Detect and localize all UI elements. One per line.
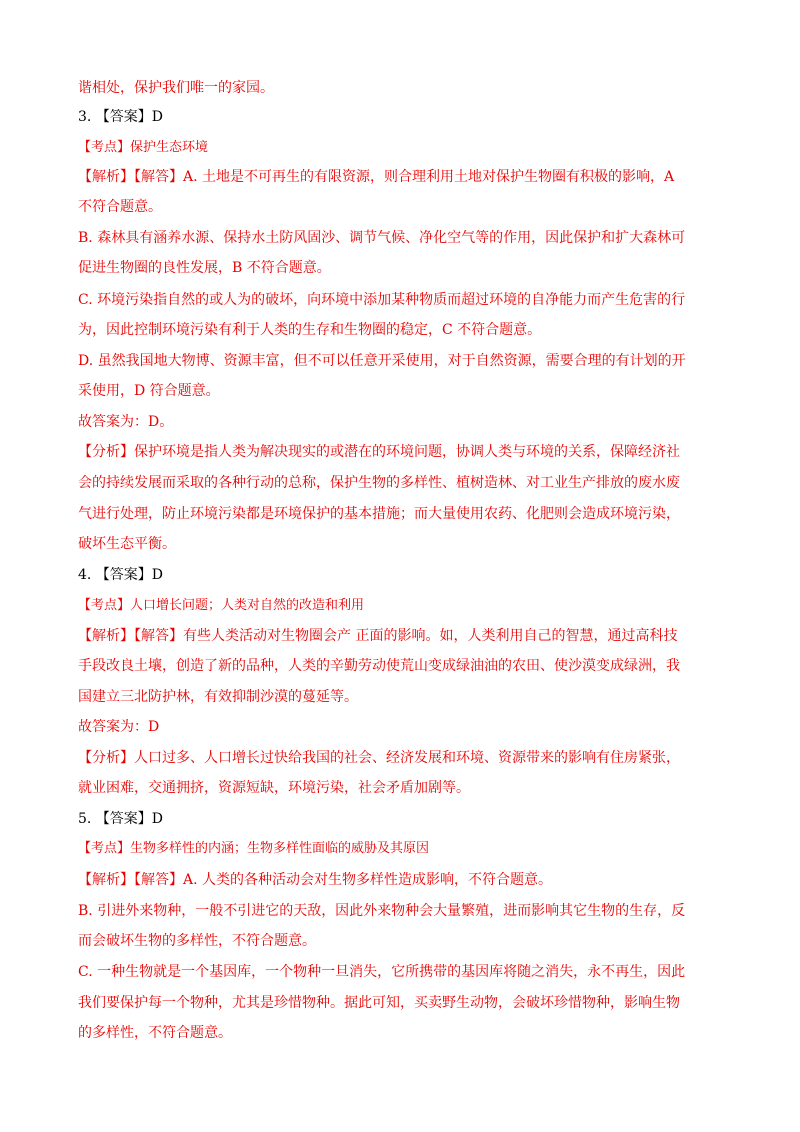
text-line: 【解析】【解答】A. 土地是不可再生的有限资源，则合理利用土地对保护生物圈有积极的影响，A (78, 169, 675, 185)
text-line: 为，因此控制环境污染有利于人类的生存和生物圈的稳定，C 不符合题意。 (78, 322, 542, 338)
text-line: 【分析】人口过多、人口增长过快给我国的社会、经济发展和环境、资源带来的影响有住房紧张， (78, 750, 680, 766)
text-line: 故答案为：D。 (78, 414, 174, 430)
text-line: 国建立三北防护林，有效抑制沙漠的蔓延等。 (78, 689, 358, 705)
text-line: 【解析】【解答】有些人类活动对生物圈会产 正面的影响。如，人类利用自己的智慧，通过高科技 (78, 628, 678, 644)
text-line: B. 森林具有涵养水源、保持水土防风固沙、调节气候、净化空气等的作用，因此保护和扩大森林可 (78, 230, 686, 246)
answer-line: 4. 【答案】D (78, 567, 164, 583)
text-line: 破坏生态平衡。 (78, 536, 176, 552)
text-line: 手段改良土壤，创造了新的品种，人类的辛勤劳动使荒山变成绿油油的农田、使沙漠变成绿洲，我 (78, 658, 680, 674)
text-line: D. 虽然我国地大物博、资源丰富，但不可以任意开采使用，对于自然资源，需要合理的有计划的开 (78, 353, 686, 369)
text-line: 气进行处理，防止环境污染都是环境保护的基本措施；而大量使用农药、化肥则会造成环境污染， (78, 506, 680, 522)
text-line: 就业困难，交通拥挤，资源短缺，环境污染，社会矛盾加剧等。 (78, 780, 470, 796)
text-line: 的多样性，不符合题意。 (78, 1025, 232, 1041)
text-line: 故答案为：D (78, 719, 160, 735)
text-line: 而会破坏生物的多样性，不符合题意。 (78, 933, 316, 949)
answer-line: 3. 【答案】D (78, 109, 164, 125)
text-line: 采使用，D 符合题意。 (78, 383, 220, 399)
text-line: 【解析】【解答】A. 人类的各种活动会对生物多样性造成影响，不符合题意。 (78, 872, 553, 888)
text-line: 我们要保护每一个物种，尤其是珍惜物种。据此可知，买卖野生动物，会破坏珍惜物种，影响生物 (78, 995, 680, 1011)
text-line: 谐相处，保护我们唯一的家园。 (78, 80, 274, 96)
topic-line: 【考点】生物多样性的内涵；生物多样性面临的威胁及其原因 (78, 841, 430, 856)
answer-line: 5. 【答案】D (78, 811, 164, 827)
text-line: 【分析】保护环境是指人类为解决现实的或潜在的环境问题，协调人类与环境的关系，保障经济社 (78, 444, 680, 460)
text-line: 促进生物圈的良性发展，B 不符合题意。 (78, 260, 331, 276)
text-line: B. 引进外来物种，一般不引进它的天敌，因此外来物种会大量繁殖，进而影响其它生物的生存，反 (78, 903, 686, 919)
text-line: 会的持续发展而采取的各种行动的总称，保护生物的多样性、植树造林、对工业生产排放的废水废 (78, 475, 680, 491)
text-line: C. 环境污染指自然的或人为的破坏，向环境中添加某种物质而超过环境的自净能力而产生危害的行 (78, 292, 686, 308)
topic-line: 【考点】保护生态环境 (78, 140, 209, 155)
text-line: 不符合题意。 (78, 199, 162, 215)
text-line: C. 一种生物就是一个基因库，一个物种一旦消失，它所携带的基因库将随之消失，永不再生，因此 (78, 964, 686, 980)
topic-line: 【考点】人口增长问题；人类对自然的改造和利用 (78, 598, 365, 613)
